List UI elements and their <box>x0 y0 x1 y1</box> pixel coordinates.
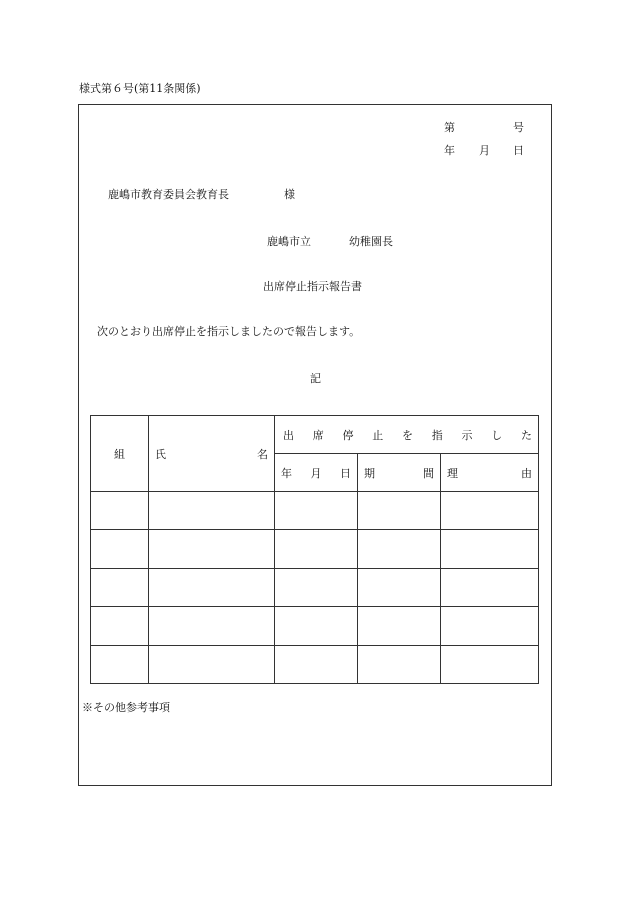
group-header-cell <box>91 416 149 492</box>
suspension-header-cell <box>275 416 539 454</box>
table-row <box>91 492 539 530</box>
name-cell[interactable] <box>149 645 275 683</box>
date-year-label: 年 <box>444 144 455 157</box>
date-cell[interactable] <box>275 492 358 530</box>
suspension-header-char: た <box>521 428 532 442</box>
suspension-header-char: 止 <box>372 428 384 442</box>
other-reference-note: ※その他参考事項 <box>82 701 170 714</box>
group-cell[interactable] <box>91 530 149 568</box>
table-row <box>91 568 539 606</box>
name-cell[interactable] <box>149 492 275 530</box>
period-subheader-left: 期 <box>364 466 375 480</box>
group-cell[interactable] <box>91 492 149 530</box>
document-title: 出席停止指示報告書 <box>263 280 362 293</box>
group-cell[interactable] <box>91 645 149 683</box>
report-body-text: 次のとおり出席停止を指示しましたので報告します。 <box>97 325 361 338</box>
date-subheader-year: 年 <box>281 466 292 480</box>
name-header-left: 氏 <box>155 447 166 461</box>
reason-cell[interactable] <box>441 492 539 530</box>
period-cell[interactable] <box>358 607 441 645</box>
date-subheader-month: 月 <box>310 466 322 480</box>
period-cell[interactable] <box>358 530 441 568</box>
number-dai-label: 第 <box>444 121 455 134</box>
period-cell[interactable] <box>358 568 441 606</box>
suspension-header-char: 示 <box>461 428 473 442</box>
date-cell[interactable] <box>275 645 358 683</box>
form-number-label: 様式第６号(第11条関係) <box>79 82 201 95</box>
name-cell[interactable] <box>149 568 275 606</box>
date-day-label: 日 <box>513 144 524 157</box>
date-subheader-day: 日 <box>340 466 351 480</box>
suspension-header-char: を <box>402 428 413 442</box>
suspension-header-char: し <box>491 428 503 442</box>
attendance-suspension-table <box>90 415 539 684</box>
table-row <box>91 645 539 683</box>
sender-title: 幼稚園長 <box>349 235 393 248</box>
period-cell[interactable] <box>358 492 441 530</box>
reason-subheader-left: 理 <box>447 466 458 480</box>
reason-cell[interactable] <box>441 530 539 568</box>
name-header-right: 名 <box>257 447 268 461</box>
suspension-header-char: 席 <box>312 428 324 442</box>
period-cell[interactable] <box>358 645 441 683</box>
name-cell[interactable] <box>149 530 275 568</box>
date-month-label: 月 <box>479 144 490 157</box>
period-subheader-right: 間 <box>423 466 434 480</box>
group-cell[interactable] <box>91 607 149 645</box>
table-row <box>91 607 539 645</box>
number-go-label: 号 <box>513 121 524 134</box>
date-cell[interactable] <box>275 607 358 645</box>
addressee-honorific: 様 <box>284 188 295 201</box>
date-cell[interactable] <box>275 568 358 606</box>
addressee-name: 鹿嶋市教育委員会教育長 <box>108 188 229 201</box>
ki-label: 記 <box>310 372 321 385</box>
suspension-header-char: 停 <box>342 428 354 442</box>
reason-subheader-right: 由 <box>521 466 532 480</box>
sender-school-prefix: 鹿嶋市立 <box>267 235 311 248</box>
suspension-header-char: 出 <box>283 428 294 442</box>
reason-cell[interactable] <box>441 645 539 683</box>
date-cell[interactable] <box>275 530 358 568</box>
name-cell[interactable] <box>149 607 275 645</box>
table-row <box>91 530 539 568</box>
period-subheader-cell <box>358 454 441 492</box>
date-subheader-cell <box>275 454 358 492</box>
group-cell[interactable] <box>91 568 149 606</box>
group-header-label: 組 <box>114 447 125 461</box>
reason-subheader-cell <box>441 454 539 492</box>
suspension-header-char: 指 <box>431 428 443 442</box>
reason-cell[interactable] <box>441 607 539 645</box>
name-header-cell <box>149 416 275 492</box>
reason-cell[interactable] <box>441 568 539 606</box>
